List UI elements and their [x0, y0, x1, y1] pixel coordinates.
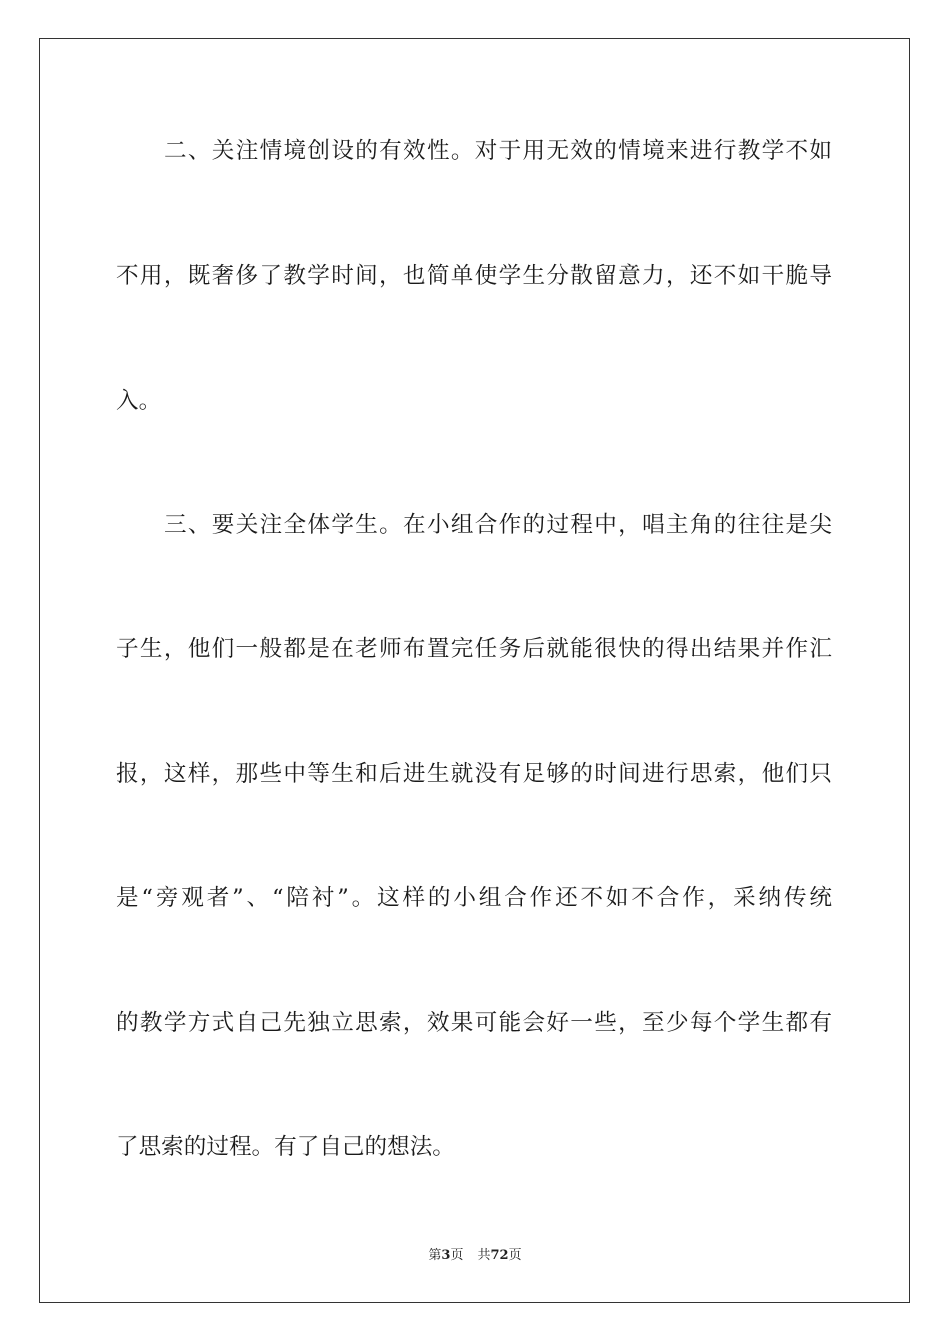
page-suffix: 页	[450, 1248, 464, 1263]
paragraph-line: 入。	[116, 388, 162, 414]
page-prefix: 第	[428, 1248, 442, 1263]
paragraph-line: 二、关注情境创设的有效性。对于用无效的情境来进行教学不如	[164, 138, 832, 164]
paragraph-line: 报，这样，那些中等生和后进生就没有足够的时间进行思索，他们只	[116, 761, 832, 787]
page-border	[39, 38, 910, 1303]
total-pages: 72	[490, 1248, 509, 1263]
paragraph-line: 三、要关注全体学生。在小组合作的过程中，唱主角的往往是尖	[164, 512, 832, 538]
paragraph-line: 不用，既奢侈了教学时间，也简单使学生分散留意力，还不如干脆导	[116, 263, 832, 289]
page-number: 3	[441, 1248, 451, 1263]
paragraph-line: 了思索的过程。有了自己的想法。	[116, 1134, 455, 1160]
page-footer	[0, 1247, 950, 1265]
paragraph-line: 子生，他们一般都是在老师布置完任务后就能很快的得出结果并作汇	[116, 636, 832, 662]
paragraph-line: 是“旁观者”、“陪衬”。这样的小组合作还不如不合作，采纳传统	[116, 885, 832, 911]
paragraph-line: 的教学方式自己先独立思索，效果可能会好一些，至少每个学生都有	[116, 1010, 832, 1036]
total-suffix: 页	[508, 1248, 522, 1263]
total-prefix: 共	[477, 1248, 491, 1263]
